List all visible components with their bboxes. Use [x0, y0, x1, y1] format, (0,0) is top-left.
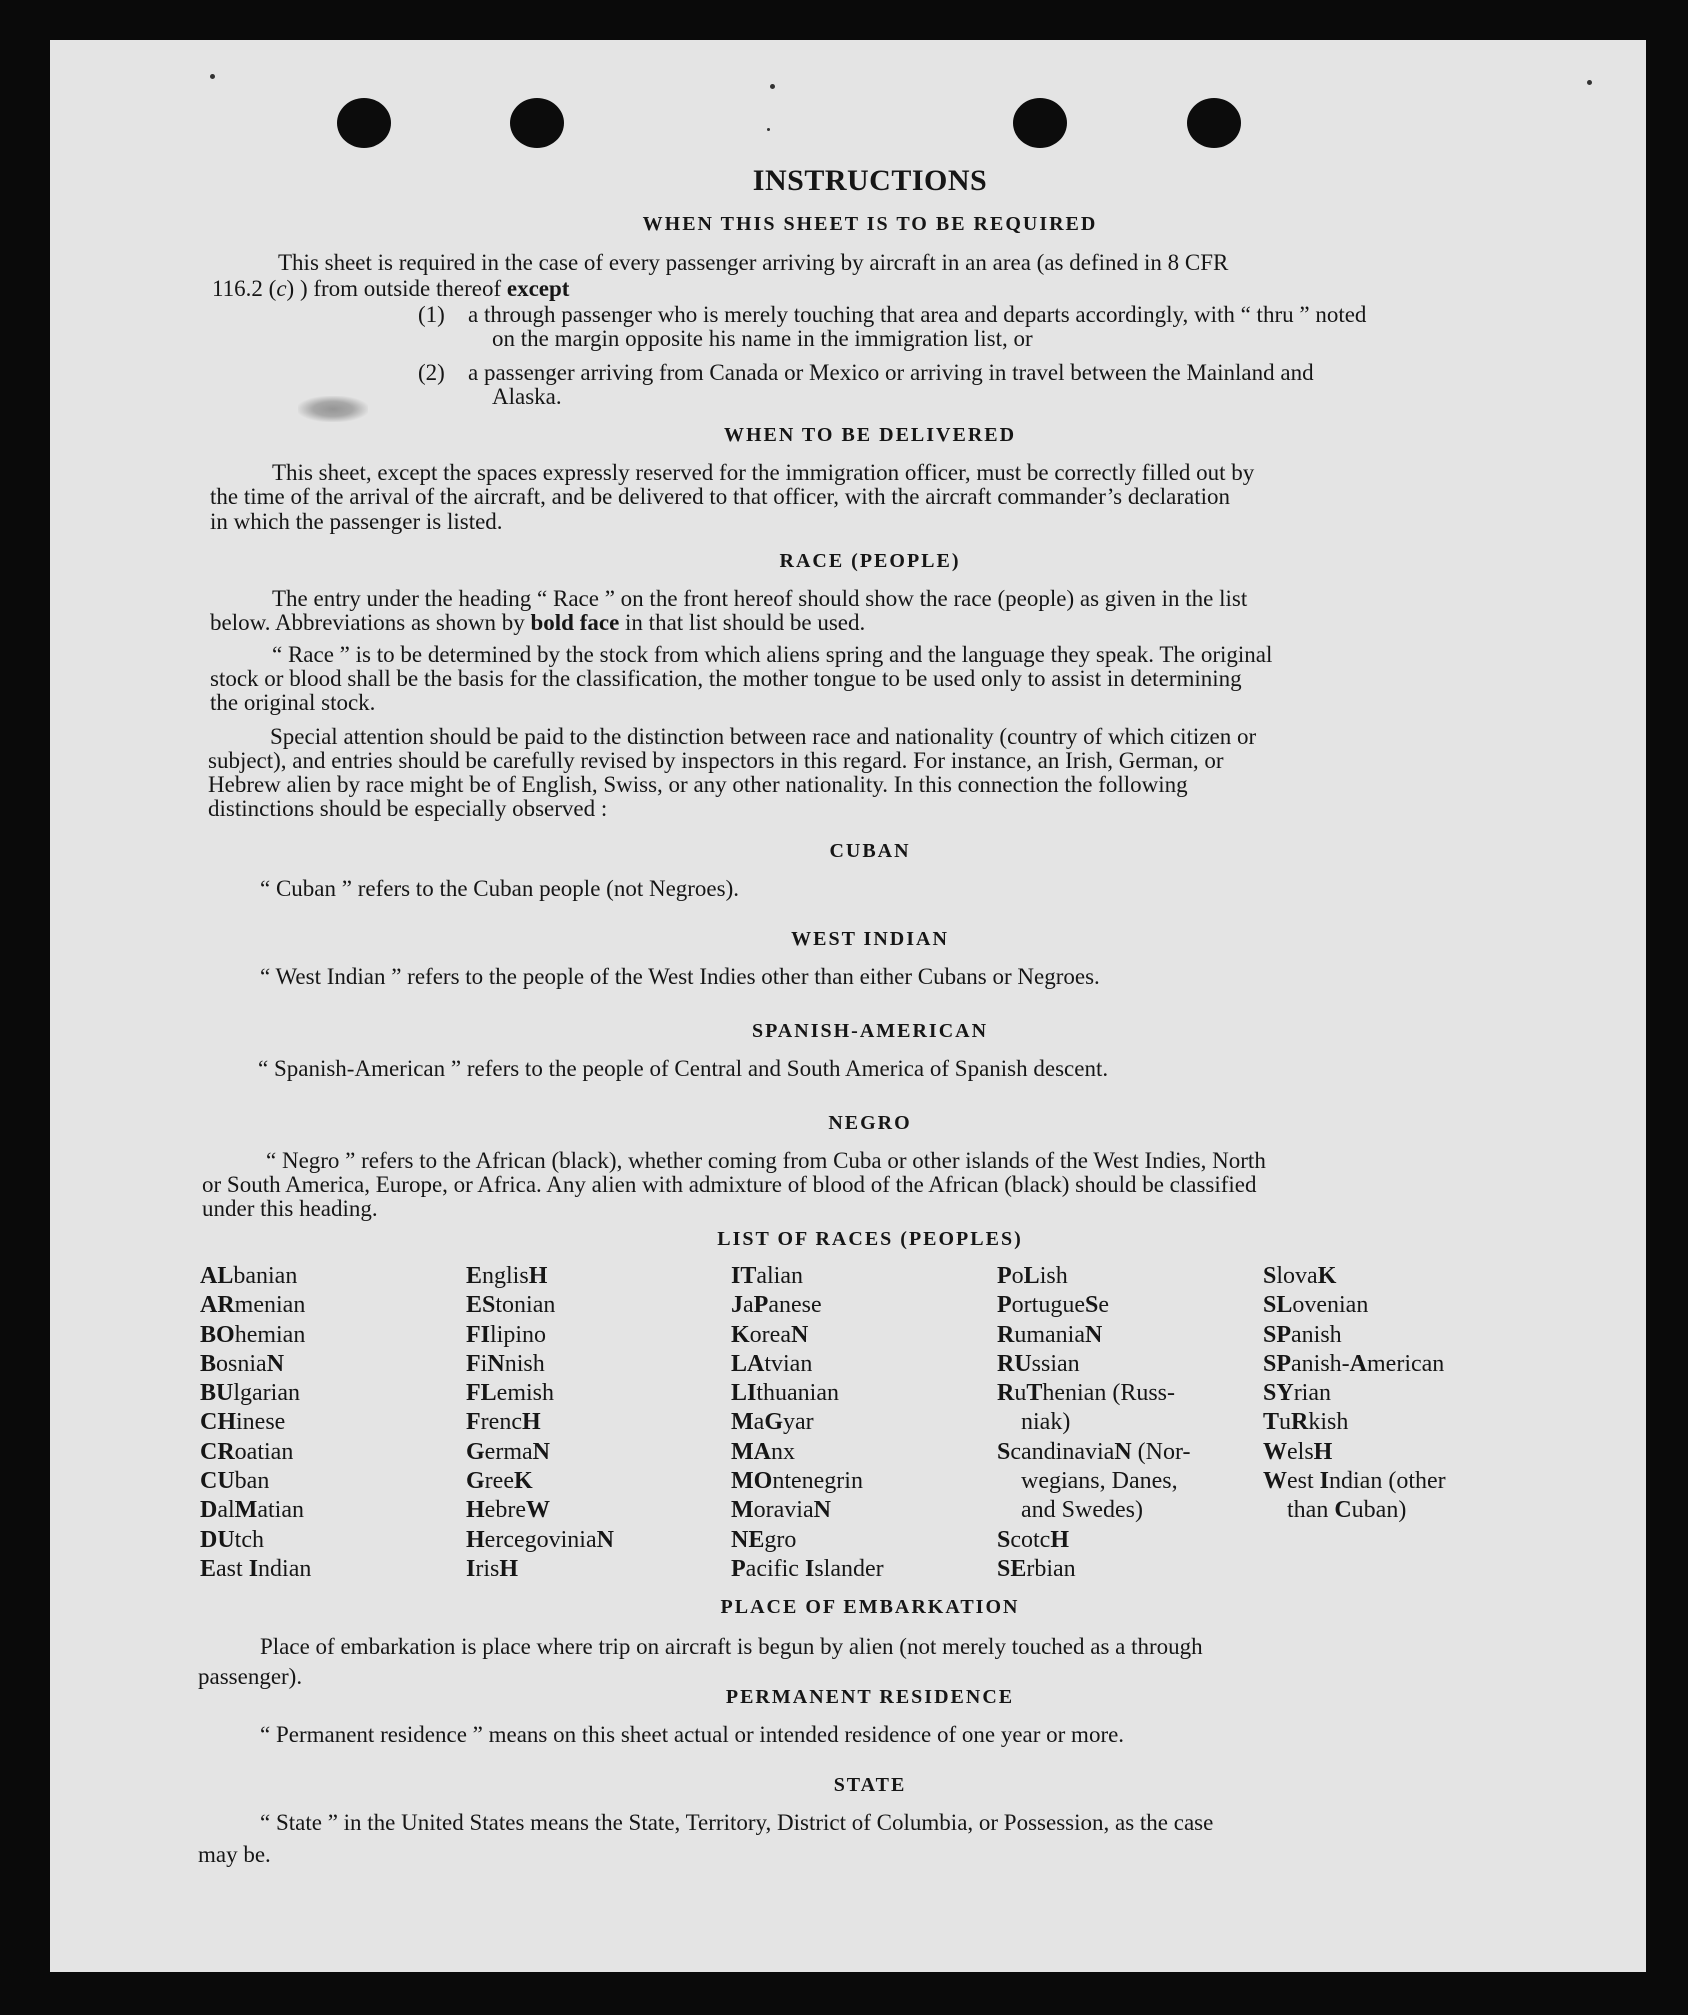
race-p3-line1: Special attention should be paid to the distinction between race and nationality (country of which citizen or: [270, 724, 1257, 749]
race-entry: [997, 1350, 1190, 1379]
heading-embarkation: PLACE OF EMBARKATION: [720, 1596, 1020, 1618]
race-p3-line4: distinctions should be especially observed :: [208, 796, 608, 821]
race-abbrev-bold: M: [731, 1409, 754, 1436]
heading-spanish-american: SPANISH-AMERICAN: [751, 1020, 989, 1042]
race-abbrev-bold: S: [1084, 1292, 1099, 1319]
race-abbrev-bold: I: [1319, 1468, 1330, 1495]
race-text: ndian: [258, 1555, 312, 1582]
race-abbrev-bold: NE: [731, 1526, 765, 1553]
race-abbrev-bold: K: [1317, 1263, 1337, 1289]
race-abbrev-bold: G: [466, 1468, 485, 1495]
document-sheet: [50, 40, 1646, 1972]
race-entry: [1263, 1496, 1446, 1525]
race-text: menian: [234, 1292, 306, 1319]
negro-line1: “ Negro ” refers to the African (black), whether coming from Cuba or other islands of the West Indies, North: [266, 1148, 1266, 1173]
punch-hole: [337, 98, 391, 148]
race-entry: [200, 1291, 311, 1320]
race-text: lipino: [490, 1321, 547, 1348]
race-entry: [731, 1467, 884, 1496]
race-entry: [466, 1379, 614, 1408]
race-entry: [200, 1350, 311, 1379]
race-abbrev-bold: SP: [1263, 1321, 1292, 1348]
race-abbrev-bold: T: [1263, 1409, 1280, 1436]
race-text: u: [1279, 1409, 1292, 1436]
race-text: tch: [234, 1526, 264, 1553]
race-entry: [466, 1526, 614, 1555]
race-entry: [466, 1350, 614, 1379]
race-abbrev-bold: F: [466, 1350, 481, 1377]
race-entry: [731, 1321, 884, 1350]
race-entry: [731, 1555, 884, 1584]
race-text: niak): [1021, 1409, 1071, 1436]
heading-when-required: WHEN THIS SHEET IS TO BE REQUIRED: [642, 213, 1098, 235]
race-p2-line3: the original stock.: [210, 690, 376, 715]
race-entry: [1263, 1291, 1446, 1320]
race-abbrev-bold: N: [790, 1321, 809, 1348]
speck: [210, 74, 215, 79]
race-p1-line1: The entry under the heading “ Race ” on the front hereof should show the race (people) as given in the list: [272, 586, 1248, 611]
race-p3-line2: subject), and entries should be carefully revised by inspectors in this regard. For instance, an Irish, German, or: [208, 748, 1224, 773]
race-abbrev-bold: E: [200, 1555, 217, 1582]
race-abbrev-bold: AL: [200, 1263, 234, 1289]
race-p2-line1: “ Race ” is to be determined by the stock from which aliens spring and the language they speak. The original: [272, 642, 1273, 667]
race-abbrev-bold: SY: [1263, 1380, 1294, 1407]
race-abbrev-bold: CU: [200, 1468, 235, 1495]
race-text: tonian: [495, 1292, 556, 1319]
race-text: tvian: [764, 1350, 813, 1377]
race-abbrev-bold: R: [1291, 1409, 1309, 1436]
race-column: [997, 1262, 1190, 1584]
race-entry: [997, 1291, 1190, 1320]
race-text: ebre: [484, 1497, 526, 1524]
race-text: nx: [770, 1438, 795, 1465]
race-text: emish: [496, 1380, 554, 1407]
race-text: a: [753, 1409, 765, 1436]
race-entry: [1263, 1467, 1446, 1496]
state-line1: “ State ” in the United States means the State, Territory, District of Columbia, or Possession, as the case: [260, 1810, 1214, 1835]
cuban-text: “ Cuban ” refers to the Cuban people (not Negroes).: [260, 876, 740, 901]
race-text: lgarian: [233, 1380, 300, 1407]
race-abbrev-bold: S: [1263, 1263, 1277, 1289]
race-text: (Nor-: [1131, 1438, 1191, 1465]
race-text: ndian (other: [1329, 1468, 1446, 1495]
item2-line2: Alaska.: [492, 384, 562, 409]
race-entry: [200, 1555, 311, 1584]
race-abbrev-bold: L: [1023, 1263, 1040, 1289]
race-text: ris: [475, 1555, 500, 1582]
race-abbrev-bold: K: [731, 1321, 750, 1348]
race-abbrev-bold: MO: [731, 1468, 773, 1495]
race-text: kish: [1308, 1409, 1349, 1436]
race-text: ree: [484, 1468, 514, 1495]
race-entry: [466, 1438, 614, 1467]
heading-state: STATE: [833, 1774, 907, 1796]
heading-permanent-residence: PERMANENT RESIDENCE: [725, 1686, 1015, 1708]
race-abbrev-bold: D: [200, 1497, 218, 1524]
race-entry: [466, 1291, 614, 1320]
race-text: uban): [1351, 1497, 1407, 1524]
race-entry: [997, 1408, 1190, 1437]
race-abbrev-bold: J: [731, 1292, 743, 1319]
cfr-ref-a: 116.2 (: [212, 276, 277, 301]
punch-hole: [510, 98, 564, 148]
race-text: rian: [1293, 1380, 1331, 1407]
race-entry: [997, 1438, 1190, 1467]
race-entry: [200, 1321, 311, 1350]
race-abbrev-bold: N: [596, 1526, 614, 1553]
race-entry: [997, 1379, 1190, 1408]
race-entry: [200, 1467, 311, 1496]
punch-hole: [1187, 98, 1241, 148]
race-text: lova: [1276, 1263, 1318, 1289]
race-text: wegians, Danes,: [1021, 1468, 1178, 1495]
speck: [767, 128, 770, 131]
race-text: ovenian: [1292, 1292, 1369, 1319]
race-abbrev-bold: S: [997, 1438, 1011, 1465]
race-abbrev-bold: N: [1084, 1321, 1103, 1348]
negro-line2: or South America, Europe, or Africa. Any alien with admixture of blood of the African (black) should be classified: [202, 1172, 1257, 1197]
race-text: banian: [233, 1263, 298, 1289]
race-abbrev-bold: N: [1114, 1438, 1132, 1465]
race-abbrev-bold: S: [997, 1526, 1011, 1553]
race-text: candinavia: [1010, 1438, 1115, 1465]
race-abbrev-bold: CR: [200, 1438, 235, 1465]
race-abbrev-bold: K: [513, 1468, 533, 1495]
race-text: ssian: [1031, 1350, 1080, 1377]
race-p1-line2: [210, 610, 865, 635]
race-text: gro: [764, 1526, 797, 1553]
race-abbrev-bold: N: [532, 1438, 550, 1465]
race-entry: [731, 1379, 884, 1408]
required-intro-line2: [212, 276, 569, 301]
race-abbrev-bold: M: [234, 1497, 258, 1524]
race-text: alian: [756, 1263, 803, 1289]
race-text: atian: [257, 1497, 304, 1524]
race-abbrev-bold: H: [521, 1409, 541, 1436]
race-entry: [997, 1526, 1190, 1555]
race-abbrev-bold: ES: [466, 1292, 496, 1319]
race-abbrev-bold: BO: [200, 1321, 235, 1348]
race-abbrev-bold: FL: [466, 1380, 497, 1407]
embarkation-line1: Place of embarkation is place where trip on aircraft is begun by alien (not merely touched as a through: [260, 1634, 1203, 1659]
race-abbrev-bold: T: [1026, 1380, 1043, 1407]
race-abbrev-bold: I: [466, 1555, 476, 1582]
race-text: umania: [1014, 1321, 1085, 1348]
race-entry: [200, 1496, 311, 1525]
race-text: u: [1014, 1380, 1027, 1407]
race-entry: [731, 1262, 884, 1291]
bold-face-label: bold face: [530, 610, 620, 635]
race-text: hemian: [234, 1321, 306, 1348]
race-entry: [200, 1438, 311, 1467]
race-text: est: [1287, 1468, 1320, 1495]
state-line2: may be.: [198, 1842, 271, 1867]
race-entry: [466, 1408, 614, 1437]
race-entry: [1263, 1262, 1446, 1291]
race-abbrev-bold: N: [266, 1350, 285, 1377]
race-abbrev-bold: N: [813, 1497, 831, 1524]
faint-stamp: [298, 396, 368, 422]
race-text: orea: [749, 1321, 791, 1348]
required-intro-line1: This sheet is required in the case of every passenger arriving by aircraft in an area (as defined in 8 CFR: [278, 250, 1229, 275]
delivered-line1: This sheet, except the spaces expressly reserved for the immigration officer, must be correctly filled out by: [272, 460, 1255, 485]
race-text: a: [743, 1292, 754, 1319]
race-column: [1263, 1262, 1446, 1526]
race-entry: [997, 1262, 1190, 1291]
race-abbrev-bold: B: [200, 1350, 217, 1377]
race-text: ish: [1039, 1263, 1068, 1289]
race-entry: [1263, 1321, 1446, 1350]
race-p2-line2: stock or blood shall be the basis for the classification, the mother tongue to be used only to assist in determining: [210, 666, 1242, 691]
race-text: nglis: [482, 1263, 529, 1289]
race-text: ntenegrin: [772, 1468, 863, 1495]
spanish-american-text: “ Spanish-American ” refers to the people of Central and South America of Spanish descent.: [258, 1056, 1109, 1081]
race-abbrev-bold: R: [997, 1380, 1015, 1407]
race-text: than: [1287, 1497, 1335, 1524]
race-text: and Swedes): [1021, 1497, 1143, 1524]
race-abbrev-bold: H: [466, 1526, 485, 1553]
negro-line3: under this heading.: [202, 1196, 378, 1221]
item1-line1: a through passenger who is merely touching that area and departs accordingly, with “ thru ” noted: [468, 302, 1367, 327]
heading-west-indian: WEST INDIAN: [791, 928, 949, 950]
race-abbrev-bold: BU: [200, 1380, 234, 1407]
race-text: osnia: [216, 1350, 267, 1377]
race-abbrev-bold: H: [466, 1497, 485, 1524]
race-text: acific: [745, 1555, 805, 1582]
race-abbrev-bold: H: [1050, 1526, 1070, 1553]
race-abbrev-bold: W: [1263, 1438, 1287, 1465]
race-entry: [1263, 1379, 1446, 1408]
race-abbrev-bold: P: [753, 1292, 769, 1319]
race-column: [200, 1262, 311, 1584]
race-abbrev-bold: C: [1334, 1497, 1352, 1524]
race-abbrev-bold: MA: [731, 1438, 771, 1465]
heading-when-delivered: WHEN TO BE DELIVERED: [723, 424, 1017, 446]
race-entry: [1263, 1408, 1446, 1437]
item1-line2: on the margin opposite his name in the immigration list, or: [492, 326, 1033, 351]
punch-hole: [1013, 98, 1067, 148]
race-abbrev-bold: N: [487, 1350, 505, 1377]
race-entry: [997, 1496, 1190, 1525]
delivered-line3: in which the passenger is listed.: [210, 509, 503, 534]
race-column: [731, 1262, 884, 1584]
race-entry: [466, 1496, 614, 1525]
race-entry: [731, 1526, 884, 1555]
race-entry: [466, 1262, 614, 1291]
race-abbrev-bold: LA: [731, 1350, 765, 1377]
race-text: anish-: [1291, 1350, 1350, 1377]
race-text: anish: [1291, 1321, 1342, 1348]
race-abbrev-bold: G: [466, 1438, 485, 1465]
race-text: inese: [236, 1409, 286, 1436]
race-entry: [731, 1408, 884, 1437]
race-text: els: [1287, 1438, 1314, 1465]
residence-text: “ Permanent residence ” means on this sheet actual or intended residence of one year or more.: [260, 1722, 1125, 1747]
item2-line1: a passenger arriving from Canada or Mexico or arriving in travel between the Mainland and: [468, 360, 1314, 385]
heading-list-of-races: LIST OF RACES (PEOPLES): [717, 1228, 1023, 1250]
race-abbrev-bold: H: [499, 1555, 519, 1582]
race-entry: [997, 1321, 1190, 1350]
race-text: yar: [782, 1409, 814, 1436]
heading-cuban: CUBAN: [829, 840, 911, 862]
race-p1-text-end: in that list should be used.: [625, 610, 866, 635]
race-text: rbian: [1026, 1555, 1076, 1582]
delivered-line2: the time of the arrival of the aircraft, and be delivered to that officer, with the aircraft commander’s declaration: [210, 484, 1230, 509]
race-abbrev-bold: W: [525, 1497, 550, 1524]
race-abbrev-bold: E: [466, 1263, 483, 1289]
heading-negro: NEGRO: [828, 1112, 912, 1134]
race-text: renc: [480, 1409, 522, 1436]
except-bold: except: [506, 276, 570, 301]
race-abbrev-bold: P: [997, 1263, 1012, 1289]
race-entry: [1263, 1438, 1446, 1467]
race-text: ban: [234, 1468, 270, 1495]
race-text: ercegovinia: [484, 1526, 597, 1553]
race-abbrev-bold: DU: [200, 1526, 235, 1553]
item1-number: (1): [418, 302, 445, 327]
speck: [770, 84, 775, 89]
race-text: henian (Russ-: [1042, 1380, 1176, 1407]
race-text: cotc: [1010, 1526, 1051, 1553]
race-column: [466, 1262, 614, 1584]
race-entry: [200, 1408, 311, 1437]
page-title: INSTRUCTIONS: [752, 164, 988, 197]
race-text: nish: [504, 1350, 545, 1377]
race-text: anese: [768, 1292, 822, 1319]
race-abbrev-bold: M: [731, 1497, 754, 1524]
embarkation-line2: passenger).: [198, 1664, 303, 1689]
cfr-ref-b: ) ) from outside thereof: [286, 276, 502, 301]
race-entry: [731, 1438, 884, 1467]
race-entry: [200, 1526, 311, 1555]
race-entry: [466, 1467, 614, 1496]
race-text: o: [1011, 1263, 1024, 1289]
race-text: i: [480, 1350, 488, 1377]
speck: [1587, 80, 1592, 85]
race-abbrev-bold: I: [804, 1555, 815, 1582]
race-abbrev-bold: R: [997, 1321, 1015, 1348]
race-text: al: [217, 1497, 235, 1524]
race-abbrev-bold: CH: [200, 1409, 236, 1436]
race-abbrev-bold: FI: [466, 1321, 490, 1348]
race-abbrev-bold: W: [1263, 1468, 1287, 1495]
race-abbrev-bold: H: [528, 1263, 548, 1289]
race-text: ortugue: [1011, 1292, 1085, 1319]
race-abbrev-bold: F: [466, 1409, 481, 1436]
race-abbrev-bold: AR: [200, 1292, 235, 1319]
race-text: ast: [216, 1555, 249, 1582]
race-abbrev-bold: P: [997, 1292, 1012, 1319]
race-entry: [731, 1291, 884, 1320]
west-indian-text: “ West Indian ” refers to the people of the West Indies other than either Cubans or Negroes.: [260, 964, 1100, 989]
race-abbrev-bold: SP: [1263, 1350, 1292, 1377]
race-abbrev-bold: LI: [731, 1380, 757, 1407]
item2-number: (2): [418, 360, 445, 385]
race-abbrev-bold: IT: [731, 1263, 757, 1289]
race-text: e: [1098, 1292, 1109, 1319]
race-text: oravia: [753, 1497, 814, 1524]
race-entry: [1263, 1350, 1446, 1379]
race-entry: [731, 1350, 884, 1379]
race-abbrev-bold: RU: [997, 1350, 1032, 1377]
race-entry: [466, 1321, 614, 1350]
race-entry: [731, 1496, 884, 1525]
race-abbrev-bold: SE: [997, 1555, 1027, 1582]
cfr-ref-italic: c: [276, 276, 287, 301]
race-p3-line3: Hebrew alien by race might be of English, Swiss, or any other nationality. In this connection the following: [208, 772, 1188, 797]
race-abbrev-bold: A: [1349, 1350, 1368, 1377]
race-entry: [997, 1467, 1190, 1496]
race-entry: [466, 1555, 614, 1584]
race-text: slander: [814, 1555, 884, 1582]
race-entry: [997, 1555, 1190, 1584]
race-abbrev-bold: H: [1313, 1438, 1333, 1465]
race-text: thuanian: [756, 1380, 839, 1407]
race-text: erma: [484, 1438, 533, 1465]
race-p1-text: below. Abbreviations as shown by: [210, 610, 525, 635]
race-entry: [200, 1262, 311, 1291]
race-text: oatian: [234, 1438, 294, 1465]
race-abbrev-bold: SL: [1263, 1292, 1293, 1319]
race-entry: [200, 1379, 311, 1408]
race-abbrev-bold: G: [764, 1409, 783, 1436]
race-text: merican: [1367, 1350, 1445, 1377]
race-abbrev-bold: P: [731, 1555, 746, 1582]
race-abbrev-bold: I: [248, 1555, 259, 1582]
heading-race: RACE (PEOPLE): [779, 550, 961, 572]
